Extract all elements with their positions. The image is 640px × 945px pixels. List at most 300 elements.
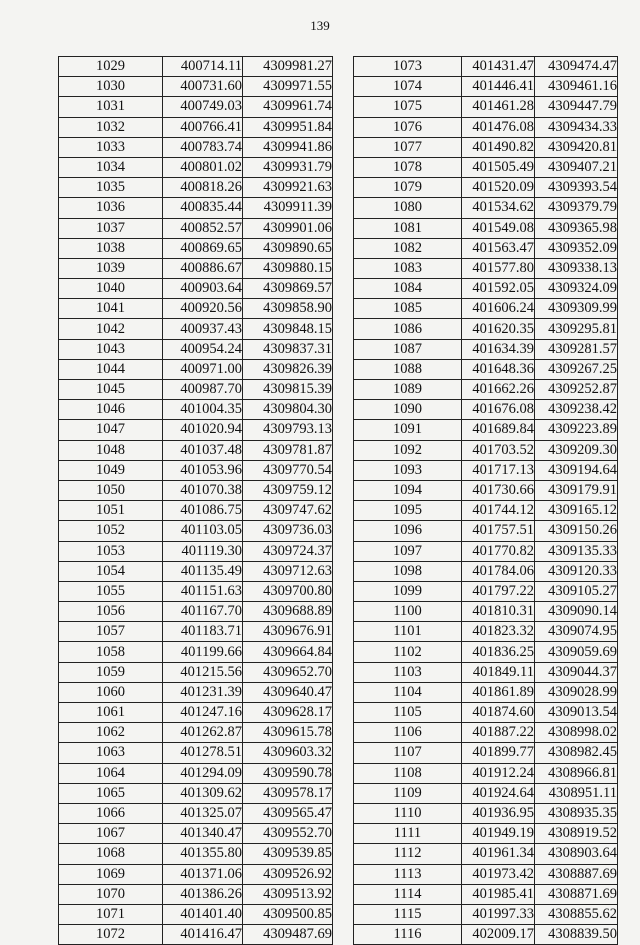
y-coordinate-cell: 4309640.47 <box>243 682 333 702</box>
x-coordinate-cell: 400731.60 <box>163 77 243 97</box>
table-row <box>59 703 333 723</box>
table-row <box>354 339 618 359</box>
point-number-cell: 1076 <box>354 117 462 137</box>
y-coordinate-cell: 4309815.39 <box>243 380 333 400</box>
x-coordinate-cell: 401703.52 <box>462 440 535 460</box>
table-row <box>59 400 333 420</box>
point-number-cell: 1107 <box>354 743 462 763</box>
table-row <box>354 703 618 723</box>
table-row <box>354 864 618 884</box>
x-coordinate-cell: 401183.71 <box>163 622 243 642</box>
y-coordinate-cell: 4309770.54 <box>243 460 333 480</box>
point-number-cell: 1031 <box>59 97 163 117</box>
table-row <box>59 904 333 924</box>
y-coordinate-cell: 4309194.64 <box>535 460 618 480</box>
table-row <box>59 178 333 198</box>
point-number-cell: 1115 <box>354 904 462 924</box>
y-coordinate-cell: 4309281.57 <box>535 339 618 359</box>
y-coordinate-cell: 4309664.84 <box>243 642 333 662</box>
point-number-cell: 1065 <box>59 783 163 803</box>
table-row <box>354 763 618 783</box>
y-coordinate-cell: 4309539.85 <box>243 844 333 864</box>
table-row <box>354 602 618 622</box>
x-coordinate-cell: 400783.74 <box>163 137 243 157</box>
x-coordinate-cell: 401717.13 <box>462 460 535 480</box>
table-row <box>59 218 333 238</box>
point-number-cell: 1108 <box>354 763 462 783</box>
y-coordinate-cell: 4309971.55 <box>243 77 333 97</box>
x-coordinate-cell: 401355.80 <box>163 844 243 864</box>
x-coordinate-cell: 401416.47 <box>163 925 243 945</box>
y-coordinate-cell: 4308903.64 <box>535 844 618 864</box>
y-coordinate-cell: 4309447.79 <box>535 97 618 117</box>
y-coordinate-cell: 4309981.27 <box>243 57 333 77</box>
table-row <box>59 763 333 783</box>
x-coordinate-cell: 401577.80 <box>462 258 535 278</box>
point-number-cell: 1116 <box>354 925 462 945</box>
table-row <box>354 541 618 561</box>
point-number-cell: 1034 <box>59 157 163 177</box>
table-row <box>59 319 333 339</box>
point-number-cell: 1045 <box>59 380 163 400</box>
table-row <box>354 380 618 400</box>
point-number-cell: 1091 <box>354 420 462 440</box>
x-coordinate-cell: 401520.09 <box>462 178 535 198</box>
x-coordinate-cell: 401620.35 <box>462 319 535 339</box>
point-number-cell: 1029 <box>59 57 163 77</box>
table-row <box>354 198 618 218</box>
x-coordinate-cell: 400852.57 <box>163 218 243 238</box>
y-coordinate-cell: 4309090.14 <box>535 602 618 622</box>
y-coordinate-cell: 4309759.12 <box>243 480 333 500</box>
x-coordinate-cell: 401836.25 <box>462 642 535 662</box>
point-number-cell: 1095 <box>354 501 462 521</box>
point-number-cell: 1106 <box>354 723 462 743</box>
point-number-cell: 1057 <box>59 622 163 642</box>
y-coordinate-cell: 4309238.42 <box>535 400 618 420</box>
point-number-cell: 1089 <box>354 380 462 400</box>
x-coordinate-cell: 400869.65 <box>163 238 243 258</box>
x-coordinate-cell: 401784.06 <box>462 561 535 581</box>
point-number-cell: 1102 <box>354 642 462 662</box>
point-number-cell: 1037 <box>59 218 163 238</box>
y-coordinate-cell: 4309165.12 <box>535 501 618 521</box>
x-coordinate-cell: 401309.62 <box>163 783 243 803</box>
x-coordinate-cell: 401997.33 <box>462 904 535 924</box>
table-row <box>59 359 333 379</box>
table-row <box>354 137 618 157</box>
table-row <box>354 581 618 601</box>
x-coordinate-cell: 401086.75 <box>163 501 243 521</box>
y-coordinate-cell: 4309474.47 <box>535 57 618 77</box>
y-coordinate-cell: 4309379.79 <box>535 198 618 218</box>
table-row <box>59 783 333 803</box>
point-number-cell: 1030 <box>59 77 163 97</box>
y-coordinate-cell: 4309603.32 <box>243 743 333 763</box>
x-coordinate-cell: 401810.31 <box>462 602 535 622</box>
x-coordinate-cell: 401004.35 <box>163 400 243 420</box>
table-row <box>354 662 618 682</box>
table-row <box>59 723 333 743</box>
point-number-cell: 1064 <box>59 763 163 783</box>
y-coordinate-cell: 4309700.80 <box>243 581 333 601</box>
x-coordinate-cell: 402009.17 <box>462 925 535 945</box>
x-coordinate-cell: 401278.51 <box>163 743 243 763</box>
point-number-cell: 1099 <box>354 581 462 601</box>
y-coordinate-cell: 4309407.21 <box>535 157 618 177</box>
y-coordinate-cell: 4308839.50 <box>535 925 618 945</box>
table-row <box>354 480 618 500</box>
table-row <box>59 97 333 117</box>
point-number-cell: 1105 <box>354 703 462 723</box>
table-row <box>354 904 618 924</box>
point-number-cell: 1048 <box>59 440 163 460</box>
x-coordinate-cell: 400903.64 <box>163 279 243 299</box>
table-row <box>59 662 333 682</box>
x-coordinate-cell: 401689.84 <box>462 420 535 440</box>
x-coordinate-cell: 400766.41 <box>163 117 243 137</box>
table-row <box>354 57 618 77</box>
x-coordinate-cell: 400937.43 <box>163 319 243 339</box>
y-coordinate-cell: 4309747.62 <box>243 501 333 521</box>
y-coordinate-cell: 4309028.99 <box>535 682 618 702</box>
point-number-cell: 1078 <box>354 157 462 177</box>
table-row <box>354 279 618 299</box>
y-coordinate-cell: 4309526.92 <box>243 864 333 884</box>
point-number-cell: 1112 <box>354 844 462 864</box>
x-coordinate-cell: 401973.42 <box>462 864 535 884</box>
point-number-cell: 1082 <box>354 238 462 258</box>
y-coordinate-cell: 4309150.26 <box>535 521 618 541</box>
y-coordinate-cell: 4309712.63 <box>243 561 333 581</box>
x-coordinate-cell: 400954.24 <box>163 339 243 359</box>
x-coordinate-cell: 401563.47 <box>462 238 535 258</box>
table-row <box>59 884 333 904</box>
point-number-cell: 1061 <box>59 703 163 723</box>
point-number-cell: 1074 <box>354 77 462 97</box>
x-coordinate-cell: 401823.32 <box>462 622 535 642</box>
point-number-cell: 1084 <box>354 279 462 299</box>
y-coordinate-cell: 4309434.33 <box>535 117 618 137</box>
table-row <box>354 844 618 864</box>
y-coordinate-cell: 4309804.30 <box>243 400 333 420</box>
x-coordinate-cell: 401135.49 <box>163 561 243 581</box>
point-number-cell: 1096 <box>354 521 462 541</box>
point-number-cell: 1050 <box>59 480 163 500</box>
y-coordinate-cell: 4309500.85 <box>243 904 333 924</box>
x-coordinate-cell: 401199.66 <box>163 642 243 662</box>
table-row <box>59 117 333 137</box>
point-number-cell: 1051 <box>59 501 163 521</box>
x-coordinate-cell: 401849.11 <box>462 662 535 682</box>
x-coordinate-cell: 400801.02 <box>163 157 243 177</box>
x-coordinate-cell: 401961.34 <box>462 844 535 864</box>
point-number-cell: 1080 <box>354 198 462 218</box>
point-number-cell: 1111 <box>354 824 462 844</box>
table-row <box>354 440 618 460</box>
point-number-cell: 1098 <box>354 561 462 581</box>
table-row <box>354 682 618 702</box>
x-coordinate-cell: 400987.70 <box>163 380 243 400</box>
y-coordinate-cell: 4308919.52 <box>535 824 618 844</box>
x-coordinate-cell: 401490.82 <box>462 137 535 157</box>
y-coordinate-cell: 4309941.86 <box>243 137 333 157</box>
y-coordinate-cell: 4309793.13 <box>243 420 333 440</box>
x-coordinate-cell: 401757.51 <box>462 521 535 541</box>
x-coordinate-cell: 401861.89 <box>462 682 535 702</box>
y-coordinate-cell: 4309590.78 <box>243 763 333 783</box>
y-coordinate-cell: 4309724.37 <box>243 541 333 561</box>
y-coordinate-cell: 4309135.33 <box>535 541 618 561</box>
table-row <box>59 258 333 278</box>
table-row <box>59 541 333 561</box>
point-number-cell: 1059 <box>59 662 163 682</box>
table-row <box>59 803 333 823</box>
table-row <box>59 480 333 500</box>
table-row <box>59 602 333 622</box>
point-number-cell: 1104 <box>354 682 462 702</box>
x-coordinate-cell: 401053.96 <box>163 460 243 480</box>
x-coordinate-cell: 401386.26 <box>163 884 243 904</box>
y-coordinate-cell: 4309513.92 <box>243 884 333 904</box>
point-number-cell: 1090 <box>354 400 462 420</box>
point-number-cell: 1047 <box>59 420 163 440</box>
y-coordinate-cell: 4309565.47 <box>243 803 333 823</box>
table-row <box>59 460 333 480</box>
point-number-cell: 1070 <box>59 884 163 904</box>
x-coordinate-cell: 400818.26 <box>163 178 243 198</box>
table-row <box>59 581 333 601</box>
table-row <box>354 157 618 177</box>
y-coordinate-cell: 4309961.74 <box>243 97 333 117</box>
x-coordinate-cell: 401103.05 <box>163 521 243 541</box>
y-coordinate-cell: 4309044.37 <box>535 662 618 682</box>
point-number-cell: 1075 <box>354 97 462 117</box>
point-number-cell: 1062 <box>59 723 163 743</box>
y-coordinate-cell: 4309615.78 <box>243 723 333 743</box>
y-coordinate-cell: 4309951.84 <box>243 117 333 137</box>
table-row <box>59 501 333 521</box>
table-row <box>59 642 333 662</box>
x-coordinate-cell: 401247.16 <box>163 703 243 723</box>
point-number-cell: 1055 <box>59 581 163 601</box>
point-number-cell: 1049 <box>59 460 163 480</box>
x-coordinate-cell: 401676.08 <box>462 400 535 420</box>
y-coordinate-cell: 4308871.69 <box>535 884 618 904</box>
point-number-cell: 1033 <box>59 137 163 157</box>
point-number-cell: 1101 <box>354 622 462 642</box>
table-row <box>354 117 618 137</box>
point-number-cell: 1041 <box>59 299 163 319</box>
y-coordinate-cell: 4309393.54 <box>535 178 618 198</box>
table-row <box>354 420 618 440</box>
x-coordinate-cell: 401770.82 <box>462 541 535 561</box>
x-coordinate-cell: 401924.64 <box>462 783 535 803</box>
table-row <box>354 359 618 379</box>
y-coordinate-cell: 4309736.03 <box>243 521 333 541</box>
table-row <box>59 279 333 299</box>
x-coordinate-cell: 401340.47 <box>163 824 243 844</box>
point-number-cell: 1040 <box>59 279 163 299</box>
point-number-cell: 1072 <box>59 925 163 945</box>
table-row <box>354 77 618 97</box>
table-row <box>354 925 618 945</box>
y-coordinate-cell: 4309848.15 <box>243 319 333 339</box>
point-number-cell: 1060 <box>59 682 163 702</box>
y-coordinate-cell: 4309295.81 <box>535 319 618 339</box>
y-coordinate-cell: 4309074.95 <box>535 622 618 642</box>
y-coordinate-cell: 4309420.81 <box>535 137 618 157</box>
table-row <box>59 137 333 157</box>
x-coordinate-cell: 401744.12 <box>462 501 535 521</box>
y-coordinate-cell: 4309869.57 <box>243 279 333 299</box>
point-number-cell: 1083 <box>354 258 462 278</box>
y-coordinate-cell: 4309628.17 <box>243 703 333 723</box>
point-number-cell: 1058 <box>59 642 163 662</box>
x-coordinate-cell: 401262.87 <box>163 723 243 743</box>
table-row <box>59 57 333 77</box>
y-coordinate-cell: 4309921.63 <box>243 178 333 198</box>
table-row <box>59 864 333 884</box>
point-number-cell: 1038 <box>59 238 163 258</box>
y-coordinate-cell: 4309552.70 <box>243 824 333 844</box>
y-coordinate-cell: 4308887.69 <box>535 864 618 884</box>
table-row <box>59 682 333 702</box>
point-number-cell: 1054 <box>59 561 163 581</box>
table-row <box>59 743 333 763</box>
x-coordinate-cell: 401592.05 <box>462 279 535 299</box>
x-coordinate-cell: 401985.41 <box>462 884 535 904</box>
x-coordinate-cell: 401549.08 <box>462 218 535 238</box>
table-row <box>59 420 333 440</box>
x-coordinate-cell: 401215.56 <box>163 662 243 682</box>
point-number-cell: 1066 <box>59 803 163 823</box>
table-row <box>59 339 333 359</box>
point-number-cell: 1044 <box>59 359 163 379</box>
table-row <box>354 521 618 541</box>
table-row <box>59 561 333 581</box>
table-row <box>354 783 618 803</box>
x-coordinate-cell: 401401.40 <box>163 904 243 924</box>
point-number-cell: 1109 <box>354 783 462 803</box>
table-row <box>354 824 618 844</box>
point-number-cell: 1036 <box>59 198 163 218</box>
y-coordinate-cell: 4308966.81 <box>535 763 618 783</box>
point-number-cell: 1032 <box>59 117 163 137</box>
point-number-cell: 1067 <box>59 824 163 844</box>
x-coordinate-cell: 401874.60 <box>462 703 535 723</box>
point-number-cell: 1069 <box>59 864 163 884</box>
y-coordinate-cell: 4309890.65 <box>243 238 333 258</box>
point-number-cell: 1042 <box>59 319 163 339</box>
y-coordinate-cell: 4309105.27 <box>535 581 618 601</box>
y-coordinate-cell: 4309931.79 <box>243 157 333 177</box>
y-coordinate-cell: 4309688.89 <box>243 602 333 622</box>
x-coordinate-cell: 401070.38 <box>163 480 243 500</box>
table-row <box>59 238 333 258</box>
table-row <box>354 501 618 521</box>
point-number-cell: 1039 <box>59 258 163 278</box>
x-coordinate-cell: 401431.47 <box>462 57 535 77</box>
y-coordinate-cell: 4309013.54 <box>535 703 618 723</box>
point-number-cell: 1094 <box>354 480 462 500</box>
point-number-cell: 1093 <box>354 460 462 480</box>
point-number-cell: 1113 <box>354 864 462 884</box>
y-coordinate-cell: 4309652.70 <box>243 662 333 682</box>
x-coordinate-cell: 401119.30 <box>163 541 243 561</box>
point-number-cell: 1079 <box>354 178 462 198</box>
x-coordinate-cell: 401936.95 <box>462 803 535 823</box>
point-number-cell: 1100 <box>354 602 462 622</box>
table-row <box>59 925 333 945</box>
table-row <box>354 238 618 258</box>
x-coordinate-cell: 400749.03 <box>163 97 243 117</box>
y-coordinate-cell: 4309578.17 <box>243 783 333 803</box>
y-coordinate-cell: 4309338.13 <box>535 258 618 278</box>
point-number-cell: 1103 <box>354 662 462 682</box>
table-row <box>59 77 333 97</box>
coordinate-table-right <box>353 56 618 945</box>
point-number-cell: 1092 <box>354 440 462 460</box>
table-row <box>354 460 618 480</box>
y-coordinate-cell: 4309901.06 <box>243 218 333 238</box>
y-coordinate-cell: 4309461.16 <box>535 77 618 97</box>
point-number-cell: 1068 <box>59 844 163 864</box>
table-row <box>354 622 618 642</box>
point-number-cell: 1110 <box>354 803 462 823</box>
point-number-cell: 1073 <box>354 57 462 77</box>
table-row <box>354 561 618 581</box>
x-coordinate-cell: 401648.36 <box>462 359 535 379</box>
table-row <box>354 299 618 319</box>
table-row <box>354 97 618 117</box>
y-coordinate-cell: 4309826.39 <box>243 359 333 379</box>
table-row <box>354 642 618 662</box>
table-row <box>59 299 333 319</box>
table-row <box>354 723 618 743</box>
y-coordinate-cell: 4309911.39 <box>243 198 333 218</box>
x-coordinate-cell: 401167.70 <box>163 602 243 622</box>
point-number-cell: 1046 <box>59 400 163 420</box>
x-coordinate-cell: 401505.49 <box>462 157 535 177</box>
point-number-cell: 1056 <box>59 602 163 622</box>
x-coordinate-cell: 401899.77 <box>462 743 535 763</box>
point-number-cell: 1086 <box>354 319 462 339</box>
x-coordinate-cell: 401634.39 <box>462 339 535 359</box>
table-row <box>59 380 333 400</box>
y-coordinate-cell: 4309837.31 <box>243 339 333 359</box>
table-row <box>59 440 333 460</box>
y-coordinate-cell: 4309365.98 <box>535 218 618 238</box>
y-coordinate-cell: 4308935.35 <box>535 803 618 823</box>
x-coordinate-cell: 401037.48 <box>163 440 243 460</box>
y-coordinate-cell: 4309120.33 <box>535 561 618 581</box>
table-row <box>354 218 618 238</box>
x-coordinate-cell: 401730.66 <box>462 480 535 500</box>
table-row <box>59 157 333 177</box>
x-coordinate-cell: 401534.62 <box>462 198 535 218</box>
y-coordinate-cell: 4308951.11 <box>535 783 618 803</box>
table-row <box>354 319 618 339</box>
x-coordinate-cell: 401797.22 <box>462 581 535 601</box>
point-number-cell: 1035 <box>59 178 163 198</box>
y-coordinate-cell: 4308982.45 <box>535 743 618 763</box>
x-coordinate-cell: 401476.08 <box>462 117 535 137</box>
y-coordinate-cell: 4309487.69 <box>243 925 333 945</box>
y-coordinate-cell: 4309059.69 <box>535 642 618 662</box>
y-coordinate-cell: 4309267.25 <box>535 359 618 379</box>
x-coordinate-cell: 401294.09 <box>163 763 243 783</box>
